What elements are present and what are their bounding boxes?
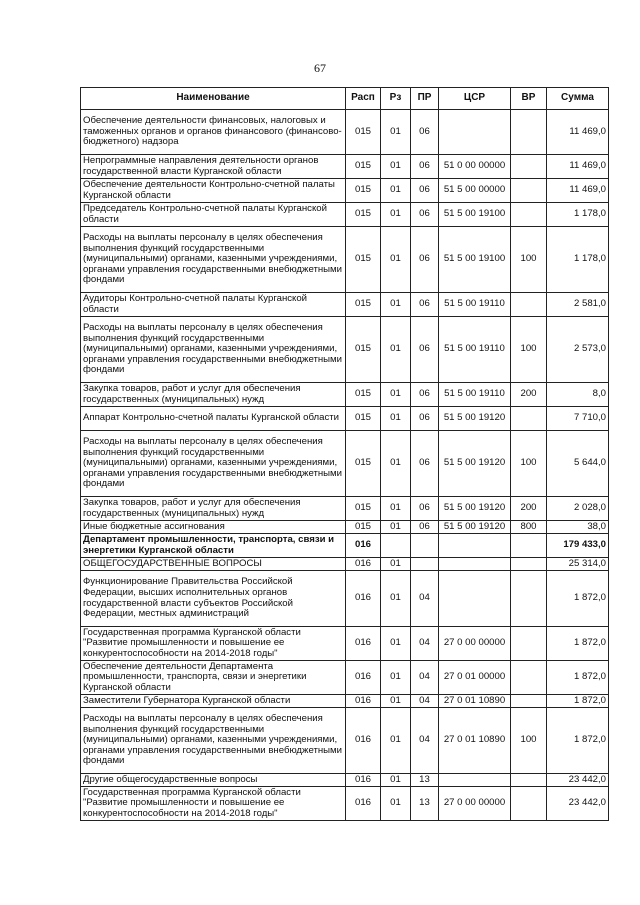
cell-rz: 01 xyxy=(381,787,411,821)
cell-name: Расходы на выплаты персоналу в целях обеспечения выполнения функций государственными (муниципальными) органами, казенными учреждениями, органами управления государственными внебюджетными фондами xyxy=(81,317,346,383)
cell-sum: 1 872,0 xyxy=(547,708,609,774)
cell-csr: 27 0 00 00000 xyxy=(439,627,511,661)
cell-pr: 13 xyxy=(411,774,439,787)
table-row xyxy=(81,383,609,407)
cell-pr: 06 xyxy=(411,227,439,293)
cell-csr: 51 5 00 00000 xyxy=(439,179,511,203)
table-row xyxy=(81,571,609,627)
table-row xyxy=(81,431,609,497)
cell-sum: 38,0 xyxy=(547,521,609,534)
cell-name: Расходы на выплаты персоналу в целях обеспечения выполнения функций государственными (муниципальными) органами, казенными учреждениями, органами управления государственными внебюджетными фондами xyxy=(81,708,346,774)
cell-name: Аппарат Контрольно-счетной палаты Курганской области xyxy=(81,407,346,431)
column-header-vr: ВР xyxy=(511,88,547,110)
table-row xyxy=(81,110,609,155)
cell-csr: 51 5 00 19120 xyxy=(439,407,511,431)
cell-csr: 27 0 00 00000 xyxy=(439,787,511,821)
cell-sum: 11 469,0 xyxy=(547,110,609,155)
cell-sum: 11 469,0 xyxy=(547,179,609,203)
table-body xyxy=(81,110,609,821)
cell-csr xyxy=(439,774,511,787)
cell-rz: 01 xyxy=(381,203,411,227)
cell-pr xyxy=(411,534,439,558)
cell-csr xyxy=(439,558,511,571)
cell-rz: 01 xyxy=(381,293,411,317)
cell-rasp: 015 xyxy=(346,203,381,227)
cell-vr: 200 xyxy=(511,383,547,407)
cell-name: Обеспечение деятельности Контрольно-счетной палаты Курганской области xyxy=(81,179,346,203)
cell-pr: 06 xyxy=(411,407,439,431)
cell-pr: 04 xyxy=(411,708,439,774)
cell-sum: 8,0 xyxy=(547,383,609,407)
cell-sum: 7 710,0 xyxy=(547,407,609,431)
cell-pr: 06 xyxy=(411,179,439,203)
cell-pr: 04 xyxy=(411,571,439,627)
cell-vr xyxy=(511,774,547,787)
cell-vr: 200 xyxy=(511,497,547,521)
cell-csr: 27 0 01 10890 xyxy=(439,708,511,774)
cell-csr: 27 0 01 10890 xyxy=(439,695,511,708)
cell-vr: 100 xyxy=(511,227,547,293)
cell-pr: 06 xyxy=(411,293,439,317)
cell-csr xyxy=(439,110,511,155)
cell-name: ОБЩЕГОСУДАРСТВЕННЫЕ ВОПРОСЫ xyxy=(81,558,346,571)
cell-vr: 100 xyxy=(511,708,547,774)
cell-csr xyxy=(439,571,511,627)
cell-pr: 04 xyxy=(411,695,439,708)
column-header-pr: ПР xyxy=(411,88,439,110)
cell-rasp: 015 xyxy=(346,179,381,203)
cell-csr: 51 5 00 19110 xyxy=(439,293,511,317)
cell-rasp: 016 xyxy=(346,708,381,774)
cell-name: Непрограммные направления деятельности органов государственной власти Курганской области xyxy=(81,155,346,179)
cell-csr: 51 0 00 00000 xyxy=(439,155,511,179)
cell-pr xyxy=(411,558,439,571)
cell-rasp: 016 xyxy=(346,558,381,571)
cell-sum: 2 581,0 xyxy=(547,293,609,317)
cell-vr xyxy=(511,293,547,317)
budget-table xyxy=(80,87,609,821)
cell-sum: 1 872,0 xyxy=(547,627,609,661)
cell-rz: 01 xyxy=(381,571,411,627)
cell-pr: 06 xyxy=(411,317,439,383)
cell-rasp: 016 xyxy=(346,787,381,821)
cell-sum: 2 028,0 xyxy=(547,497,609,521)
cell-csr xyxy=(439,534,511,558)
column-header-rz: Рз xyxy=(381,88,411,110)
table-header xyxy=(81,88,609,110)
cell-rz: 01 xyxy=(381,407,411,431)
cell-rz: 01 xyxy=(381,708,411,774)
cell-rasp: 015 xyxy=(346,155,381,179)
column-header-rasp: Расп xyxy=(346,88,381,110)
table-row xyxy=(81,317,609,383)
cell-sum: 23 442,0 xyxy=(547,787,609,821)
table-row xyxy=(81,534,609,558)
cell-vr: 100 xyxy=(511,317,547,383)
cell-pr: 04 xyxy=(411,627,439,661)
table-row xyxy=(81,179,609,203)
cell-name: Закупка товаров, работ и услуг для обеспечения государственных (муниципальных) нужд xyxy=(81,497,346,521)
column-header-name: Наименование xyxy=(81,88,346,110)
cell-pr: 06 xyxy=(411,155,439,179)
cell-sum: 11 469,0 xyxy=(547,155,609,179)
cell-csr: 27 0 01 00000 xyxy=(439,661,511,695)
table-row xyxy=(81,708,609,774)
cell-rz: 01 xyxy=(381,774,411,787)
cell-rz: 01 xyxy=(381,227,411,293)
cell-vr xyxy=(511,203,547,227)
table-row xyxy=(81,627,609,661)
cell-rasp: 015 xyxy=(346,521,381,534)
cell-rasp: 015 xyxy=(346,497,381,521)
header-row xyxy=(81,88,609,110)
cell-sum: 25 314,0 xyxy=(547,558,609,571)
cell-name: Функционирование Правительства Российской Федерации, высших исполнительных органов государственной власти субъектов Российской Федерации, местных администраций xyxy=(81,571,346,627)
cell-csr: 51 5 00 19110 xyxy=(439,317,511,383)
table-row xyxy=(81,203,609,227)
page-number: 67 xyxy=(314,61,326,75)
cell-rz: 01 xyxy=(381,521,411,534)
cell-vr: 800 xyxy=(511,521,547,534)
table-row xyxy=(81,695,609,708)
cell-rasp: 015 xyxy=(346,110,381,155)
cell-vr xyxy=(511,661,547,695)
cell-rz xyxy=(381,534,411,558)
cell-rz: 01 xyxy=(381,695,411,708)
cell-name: Иные бюджетные ассигнования xyxy=(81,521,346,534)
cell-vr xyxy=(511,627,547,661)
table-row xyxy=(81,774,609,787)
cell-csr: 51 5 00 19100 xyxy=(439,227,511,293)
cell-vr xyxy=(511,571,547,627)
cell-rasp: 016 xyxy=(346,571,381,627)
cell-vr xyxy=(511,787,547,821)
cell-pr: 13 xyxy=(411,787,439,821)
cell-sum: 23 442,0 xyxy=(547,774,609,787)
cell-csr: 51 5 00 19120 xyxy=(439,521,511,534)
cell-pr: 06 xyxy=(411,521,439,534)
cell-name: Председатель Контрольно-счетной палаты Курганской области xyxy=(81,203,346,227)
cell-name: Государственная программа Курганской области "Развитие промышленности и повышение ее конкурентоспособности на 2014-2018 годы" xyxy=(81,787,346,821)
cell-rasp: 016 xyxy=(346,774,381,787)
column-header-sum: Сумма xyxy=(547,88,609,110)
cell-name: Закупка товаров, работ и услуг для обеспечения государственных (муниципальных) нужд xyxy=(81,383,346,407)
cell-sum: 1 872,0 xyxy=(547,571,609,627)
cell-rz: 01 xyxy=(381,383,411,407)
cell-rz: 01 xyxy=(381,155,411,179)
cell-sum: 179 433,0 xyxy=(547,534,609,558)
cell-pr: 04 xyxy=(411,661,439,695)
cell-rz: 01 xyxy=(381,317,411,383)
cell-sum: 5 644,0 xyxy=(547,431,609,497)
cell-sum: 1 872,0 xyxy=(547,661,609,695)
cell-rasp: 016 xyxy=(346,695,381,708)
cell-name: Обеспечение деятельности финансовых, налоговых и таможенных органов и органов финансового (финансово-бюджетного) надзора xyxy=(81,110,346,155)
cell-rz: 01 xyxy=(381,110,411,155)
cell-pr: 06 xyxy=(411,383,439,407)
cell-rasp: 015 xyxy=(346,431,381,497)
cell-rasp: 016 xyxy=(346,627,381,661)
table-row xyxy=(81,155,609,179)
cell-pr: 06 xyxy=(411,203,439,227)
cell-name: Государственная программа Курганской области "Развитие промышленности и повышение ее конкурентоспособности на 2014-2018 годы" xyxy=(81,627,346,661)
cell-vr xyxy=(511,407,547,431)
table-row xyxy=(81,787,609,821)
cell-csr: 51 5 00 19100 xyxy=(439,203,511,227)
cell-rasp: 016 xyxy=(346,534,381,558)
cell-rasp: 015 xyxy=(346,227,381,293)
cell-rz: 01 xyxy=(381,431,411,497)
table-row xyxy=(81,407,609,431)
cell-rasp: 015 xyxy=(346,383,381,407)
cell-rz: 01 xyxy=(381,497,411,521)
cell-name: Обеспечение деятельности Департамента промышленности, транспорта, связи и энергетики Курганской области xyxy=(81,661,346,695)
cell-rasp: 016 xyxy=(346,661,381,695)
cell-vr: 100 xyxy=(511,431,547,497)
cell-rz: 01 xyxy=(381,179,411,203)
cell-csr: 51 5 00 19120 xyxy=(439,431,511,497)
cell-csr: 51 5 00 19110 xyxy=(439,383,511,407)
cell-name: Расходы на выплаты персоналу в целях обеспечения выполнения функций государственными (муниципальными) органами, казенными учреждениями, органами управления государственными внебюджетными фондами xyxy=(81,227,346,293)
column-header-csr: ЦСР xyxy=(439,88,511,110)
cell-vr xyxy=(511,695,547,708)
cell-pr: 06 xyxy=(411,497,439,521)
cell-sum: 2 573,0 xyxy=(547,317,609,383)
cell-rz: 01 xyxy=(381,661,411,695)
cell-name: Департамент промышленности, транспорта, связи и энергетики Курганской области xyxy=(81,534,346,558)
cell-pr: 06 xyxy=(411,110,439,155)
table-row xyxy=(81,661,609,695)
cell-pr: 06 xyxy=(411,431,439,497)
cell-vr xyxy=(511,534,547,558)
cell-rasp: 015 xyxy=(346,407,381,431)
cell-csr: 51 5 00 19120 xyxy=(439,497,511,521)
cell-vr xyxy=(511,179,547,203)
cell-rasp: 015 xyxy=(346,317,381,383)
cell-rasp: 015 xyxy=(346,293,381,317)
table-row xyxy=(81,558,609,571)
cell-name: Аудиторы Контрольно-счетной палаты Курганской области xyxy=(81,293,346,317)
table-row xyxy=(81,227,609,293)
cell-sum: 1 178,0 xyxy=(547,227,609,293)
cell-sum: 1 872,0 xyxy=(547,695,609,708)
table-row xyxy=(81,521,609,534)
cell-vr xyxy=(511,155,547,179)
cell-name: Расходы на выплаты персоналу в целях обеспечения выполнения функций государственными (муниципальными) органами, казенными учреждениями, органами управления государственными внебюджетными фондами xyxy=(81,431,346,497)
cell-rz: 01 xyxy=(381,627,411,661)
cell-rz: 01 xyxy=(381,558,411,571)
cell-vr xyxy=(511,558,547,571)
cell-sum: 1 178,0 xyxy=(547,203,609,227)
table-row xyxy=(81,293,609,317)
cell-vr xyxy=(511,110,547,155)
table-row xyxy=(81,497,609,521)
cell-name: Другие общегосударственные вопросы xyxy=(81,774,346,787)
cell-name: Заместители Губернатора Курганской области xyxy=(81,695,346,708)
